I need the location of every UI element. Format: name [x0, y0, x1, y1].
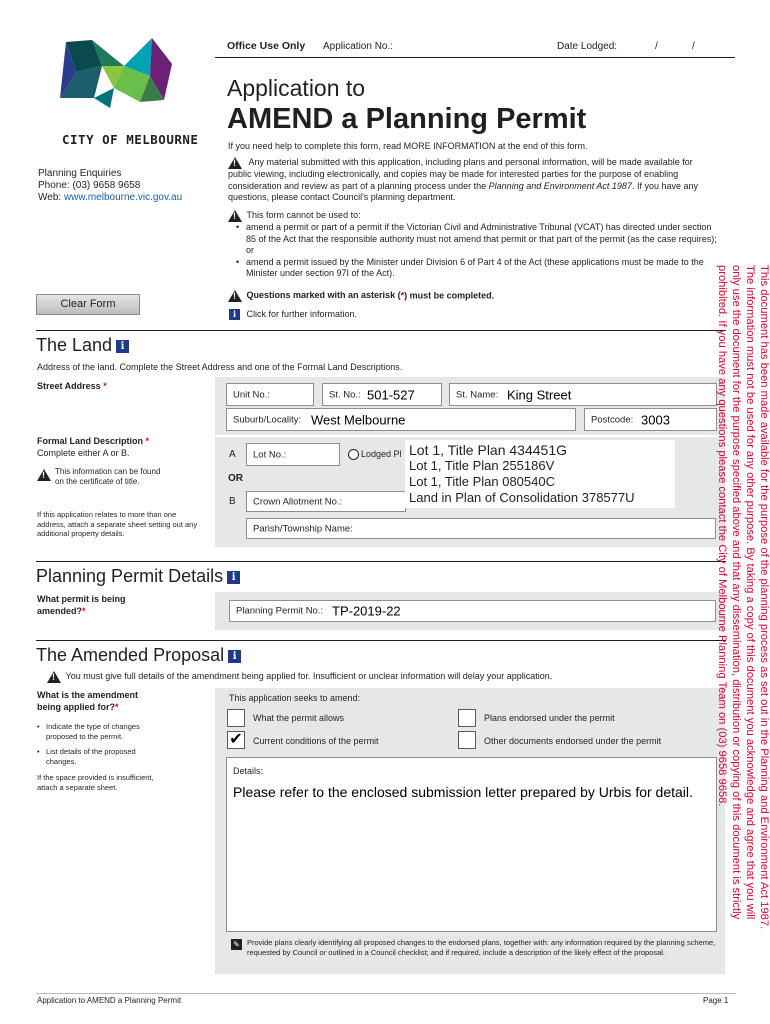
suburb-value: West Melbourne	[311, 412, 406, 427]
crown-allotment-field[interactable]: Crown Allotment No.:	[246, 491, 406, 512]
option-plans-endorsed: Plans endorsed under the permit	[484, 713, 615, 723]
street-address-label: Street Address *	[37, 381, 107, 391]
proposal-question: What is the amendment being applied for?*	[37, 690, 139, 712]
lot-no-field[interactable]: Lot No.:	[246, 443, 340, 466]
date-separator: /	[655, 41, 658, 52]
tip-2: List details of the proposed changes.	[46, 747, 136, 766]
lot-value-2: Lot 1, Title Plan 255186V	[409, 458, 555, 473]
date-separator: /	[692, 41, 695, 52]
clear-form-button[interactable]: Clear Form	[36, 294, 140, 315]
checkbox-plans-endorsed[interactable]	[458, 709, 476, 727]
public-notice	[228, 157, 718, 204]
street-no-value: 501-527	[367, 387, 415, 402]
postcode-value: 3003	[641, 412, 670, 427]
footer-divider	[36, 993, 736, 994]
info-icon[interactable]: i	[116, 340, 129, 353]
restriction-bullet-2: amend a permit issued by the Minister under Division 6 of Part 4 of the Act (these applications must be made to the Minister under section 97I of the Act).	[246, 256, 704, 278]
checkbox-current-conditions[interactable]: ✔	[227, 731, 245, 749]
lodged-plan-label: Lodged Pl	[361, 449, 402, 459]
page-number: Page 1	[703, 996, 729, 1005]
permit-question: What permit is being amended?*	[37, 594, 126, 616]
details-label: Details:	[233, 766, 264, 776]
application-no-label: Application No.:	[323, 41, 394, 52]
proposal-tips: • Indicate the type of changes proposed to the permit. • List details of the proposed changes. If the space provided is insufficient, attach a separate sheet.	[37, 722, 167, 792]
option-current-conditions: Current conditions of the permit	[253, 736, 379, 746]
further-info-notice: i Click for further information.	[229, 309, 357, 321]
info-icon[interactable]: i	[228, 650, 241, 663]
form-title-line1: Application to	[227, 75, 366, 101]
restriction-bullet-1: amend a permit or part of a permit if the Victorian Civil and Administrative Tribunal (VCAT) has directed under section 85 of the Act that the responsible authority must not amend that permit or that part of the permit (as the case requires); or	[246, 222, 717, 255]
formal-info-block: ! This information can be found on the certificate of title.	[37, 467, 167, 487]
notice1-text: Any material submitted with this application, including plans and personal information, will be made available for public viewing, including electronically, and copies may be made for interested parties for the purpose of enabling consideration and review as part of a planning process under the Planning and Environment Act 1987. If you have any questions, please contact Council's planning department.	[228, 157, 698, 202]
footer-title: Application to AMEND a Planning Permit	[37, 996, 182, 1005]
parish-field[interactable]: Parish/Township Name:	[246, 518, 716, 539]
street-name-field[interactable]: St. Name: King Street	[449, 383, 717, 406]
section-title-permit: Planning Permit Details i	[36, 566, 240, 587]
or-label: OR	[228, 473, 243, 484]
warning-icon	[47, 671, 61, 683]
land-description: Address of the land. Complete the Street Address and one of the Formal Land Descriptions.	[37, 362, 403, 372]
divider	[36, 561, 726, 562]
disclaimer-line-2: The information must not be used for any other purpose. By taking a copy of this document you acknowledge and agree that you will	[744, 265, 756, 920]
option-b-label: B	[229, 496, 236, 507]
street-name-value: King Street	[507, 387, 572, 402]
logo-text: CITY OF MELBOURNE	[62, 132, 199, 147]
details-textarea[interactable]	[226, 757, 717, 932]
planning-enquiries: Planning Enquiries	[38, 168, 122, 179]
disclaimer-line-3: only use the document for the purpose specified above and that any dissemination, distribution or copying of this document is strictly	[730, 265, 742, 920]
city-of-melbourne-logo	[52, 36, 199, 147]
info-icon[interactable]: i	[229, 309, 240, 320]
divider	[36, 330, 726, 331]
seeks-label: This application seeks to amend:	[229, 693, 361, 703]
details-value: Please refer to the enclosed submission letter prepared by Urbis for detail.	[233, 784, 693, 800]
disclaimer-line-1: This document has been made available for the purpose of the planning process as set out in the Planning and Environment Act 1987.	[758, 265, 770, 930]
suburb-field[interactable]: Suburb/Locality: West Melbourne	[226, 408, 576, 431]
warning-icon	[228, 210, 242, 222]
info-icon[interactable]: i	[227, 571, 240, 584]
form-title-line2: AMEND a Planning Permit	[227, 103, 587, 135]
option-permit-allows: What the permit allows	[253, 713, 345, 723]
plans-note: ✎ Provide plans clearly identifying all proposed changes to the endorsed plans, together with: any information required by the planning scheme, requested by Council or outlined in a Council checklist; and if required, include a description of the likely effect of the proposal.	[229, 938, 717, 957]
lodged-plan-radio[interactable]	[348, 449, 359, 460]
warning-icon	[228, 290, 242, 302]
formal-sub: Complete either A or B.	[37, 447, 130, 458]
lot-values-overlay	[405, 440, 675, 508]
divider	[36, 640, 726, 641]
phone-number: Phone: (03) 9658 9658	[38, 180, 141, 191]
section-title-proposal: The Amended Proposal i	[36, 645, 241, 666]
form-restrictions: ! This form cannot be used to: • amend a permit or part of a permit if the Victorian Civil and Administrative Tribunal (VCAT) has directed under section 85 of the Act that the responsible authority must not amend that permit or that part of the permit (as the case requires); or • amend a permit issued by the Minister under Division 6 of Part 4 of the Act (these applications must be made to the Minister under section 97I of the Act).	[228, 210, 723, 280]
office-use-header	[215, 36, 735, 58]
date-lodged-label: Date Lodged:	[557, 41, 618, 52]
restrictions-intro: This form cannot be used to:	[246, 210, 361, 221]
option-other-documents: Other documents endorsed under the permit	[484, 736, 662, 746]
checkbox-other-documents[interactable]	[458, 731, 476, 749]
formal-note: If this application relates to more than one address, attach a separate sheet setting out any additional property details.	[37, 510, 198, 538]
lot-value-1: Lot 1, Title Plan 434451G	[409, 442, 567, 458]
contact-block	[38, 168, 213, 204]
formal-label: Formal Land Description	[37, 436, 144, 446]
tip-1: Indicate the type of changes proposed to the permit.	[46, 722, 140, 741]
web-line	[38, 192, 213, 204]
unit-no-field[interactable]: Unit No.:	[226, 383, 314, 406]
proposal-warning: ! You must give full details of the amendment being applied for. Insufficient or unclear information will delay your application.	[47, 671, 552, 683]
permit-no-value: TP-2019-22	[332, 603, 401, 619]
intro-text: If you need help to complete this form, read MORE INFORMATION at the end of this form.	[228, 141, 588, 151]
warning-icon	[228, 157, 242, 169]
web-label: Web:	[38, 192, 62, 203]
permit-no-field[interactable]: Planning Permit No.: TP-2019-22	[229, 600, 716, 622]
postcode-field[interactable]: Postcode: 3003	[584, 408, 717, 431]
checkbox-permit-allows[interactable]	[227, 709, 245, 727]
street-no-field[interactable]: St. No.: 501-527	[322, 383, 442, 406]
section-title-land: The Land i	[36, 335, 129, 356]
melbourne-m-icon	[52, 36, 182, 128]
web-link[interactable]: www.melbourne.vic.gov.au	[63, 192, 183, 203]
warning-icon	[37, 469, 51, 481]
office-use-label: Office Use Only	[227, 40, 306, 52]
option-a-label: A	[229, 449, 236, 460]
formal-description-block: Formal Land Description * Complete either A or B.	[37, 436, 207, 459]
pen-icon: ✎	[231, 939, 242, 950]
lot-value-4: Land in Plan of Consolidation 378577U	[409, 490, 635, 505]
disclaimer-line-4: prohibited. If you have any questions please contact the City of Melbourne Planning Team on (03) 9658 9658.	[716, 265, 728, 807]
lot-value-3: Lot 1, Title Plan 080540C	[409, 474, 555, 489]
asterisk-notice: ! Questions marked with an asterisk (*) must be completed.	[228, 290, 494, 302]
tip-3: If the space provided is insufficient, attach a separate sheet.	[37, 773, 154, 792]
